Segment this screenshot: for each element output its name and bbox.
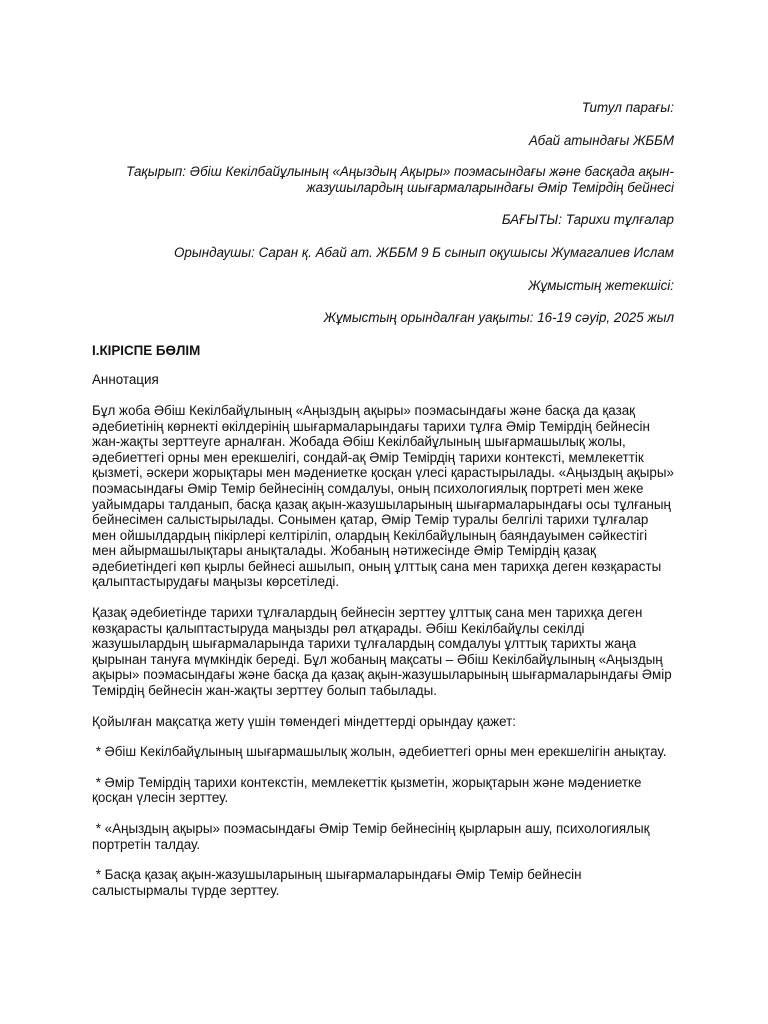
paragraph-annotation: Бұл жоба Әбіш Кекілбайұлының «Аңыздың ақыры» поэмасындағы және басқа да қазақ әдебиетінің көрнекті өкілдерінің шығармаларындағы тарихи тұлға Әмір Темірдің бейнесін жан-жақты зерттеуге арналған. Жобада Әбіш Кекілбайұлының шығармашылық жолы, әдебиеттегі орны мен ерекшелігі, сондай-ақ Әмір Темірдің тарихи контексті, мемлекеттік қызметі, әскери жорықтары мен мәдениетке қосқан үлесі қарастырылады. «Аңыздың ақыры» поэмасындағы Әмір Темір бейнесінің сомдалуы, оның психологиялық портреті мен жеке уайымдары талданып, басқа қазақ ақын-жазушыларының шығармаларындағы осы тұлғаның бейнесімен салыстырылады. Сонымен қатар, Әмір Темір туралы белгілі тарихи тұлғалар мен ойшылдардың пікірлері келтіріліп, олардың Кекілбайұлының баяндауымен сәйкестігі мен айырмашылықтары анықталады. Жобаның нәтижесінде Әмір Темірдің қазақ әдебиетіндегі көп қырлы бейнесі ашылып, оның ұлттық сана мен тарихқа деген көзқарасты қалыптастырудағы маңызы көрсетіледі. [92,402,674,590]
title-page-heading: Титул парағы: [581,100,674,115]
annotation-label: Аннотация [92,372,159,388]
direction-line: БАҒЫТЫ: Тарихи тұлғалар [501,212,674,228]
task-item: * Әмір Темірдің тарихи контекстін, мемлекеттік қызметін, жорықтарын және мәдениетке қосқан үлесін зерттеу. [92,774,646,806]
section-title: I.КІРІСПЕ БӨЛІМ [92,342,201,358]
section-body [92,372,674,898]
topic-line: Тақырып: Әбіш Кекілбайұлының «Аңыздың Ақыры» поэмасындағы және басқада ақын-жазушылардың шығармаларындағы Әмір Темірдің бейнесі [126,164,674,195]
author-line: Орындаушы: Саран қ. Абай ат. ЖББМ 9 Б сынып оқушысы Жумагалиев Ислам [174,244,674,260]
title-page-block [92,100,674,326]
supervisor-line: Жұмыстың жетекшісі: [528,277,674,293]
date-line: Жұмыстың орындалған уақыты: 16-19 сәуір, 2025 жыл [323,310,674,326]
task-item: * Әбіш Кекілбайұлының шығармашылық жолын, әдебиеттегі орны мен ерекшелігін анықтау. [92,744,667,760]
task-item: * Басқа қазақ ақын-жазушыларының шығармаларындағы Әмір Темір бейнесін салыстырмалы түрде зерттеу. [92,867,586,898]
school-name: Абай атындағы ЖББМ [528,132,674,148]
paragraph-purpose: Қазақ әдебиетінде тарихи тұлғалардың бейнесін зерттеу ұлттық сана мен тарихқа деген көзқарасты қалыптастыруда маңызды рөл атқарады. Әбіш Кекілбайұлы секілді жазушылардың шығармаларында тарихи тұлғалардың сомдалуы ұлттық тарихты жаңа қырынан тануға мүмкіндік береді. Бұл жобаның мақсаты – Әбіш Кекілбайұлының «Аңыздың ақыры» поэмасындағы және басқа да қазақ ақын-жазушыларының шығармаларындағы Әмір Темірдің бейнесін жан-жақты зерттеу болып табылады. [92,605,672,699]
tasks-intro: Қойылған мақсатқа жету үшін төмендегі міндеттерді орындау қажет: [92,713,516,729]
document-page [92,100,674,913]
task-item: * «Аңыздың ақыры» поэмасындағы Әмір Темір бейнесінің қырларын ашу, психологиялық портретін талдау. [92,821,654,852]
